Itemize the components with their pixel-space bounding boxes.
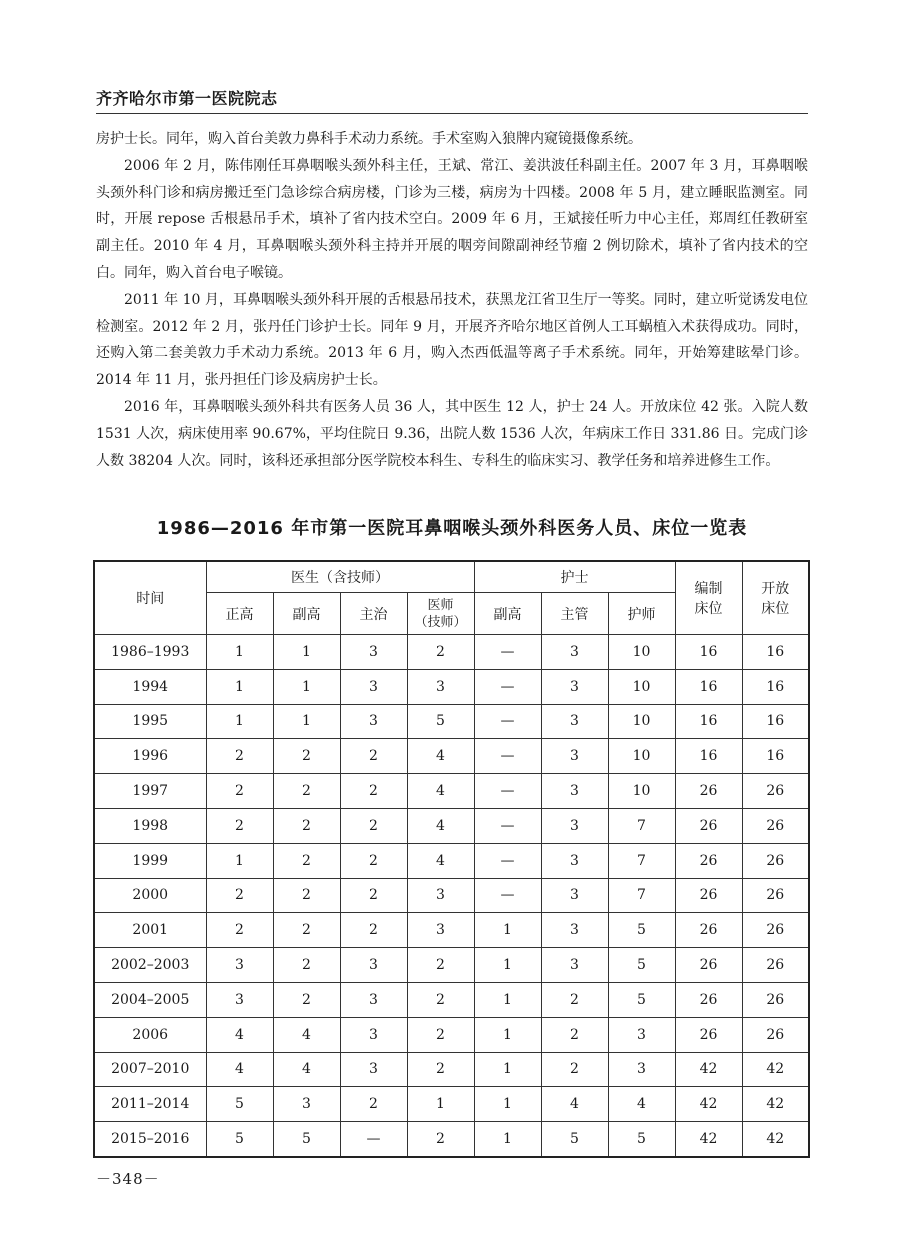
table-cell: 3: [273, 1087, 340, 1122]
table-row: [94, 913, 809, 948]
header-doctor-group: 医生（含技师）: [206, 561, 474, 593]
table-cell: —: [474, 843, 541, 878]
table-cell: 2: [407, 982, 474, 1017]
header-open-beds-line1: 开放: [761, 581, 790, 597]
header-yishi-line1: 医师: [427, 597, 454, 613]
header-zhuzhi: 主治: [340, 593, 407, 635]
table-cell: 5: [608, 1122, 675, 1157]
staff-bed-table: [93, 560, 810, 1158]
table-cell: 2: [206, 913, 273, 948]
table-cell: 10: [608, 739, 675, 774]
page-number: －348－: [96, 1170, 160, 1188]
table-cell: 3: [541, 913, 608, 948]
table-row: [94, 878, 809, 913]
table-cell: 1: [407, 1087, 474, 1122]
table-cell: 2: [206, 808, 273, 843]
table-cell: 1: [206, 704, 273, 739]
table-cell: 2: [541, 1052, 608, 1087]
table-cell: 4: [407, 774, 474, 809]
table-cell: 1: [273, 669, 340, 704]
table-cell: 4: [273, 1017, 340, 1052]
table-cell: 5: [206, 1087, 273, 1122]
table-row: [94, 982, 809, 1017]
table-row: [94, 635, 809, 670]
header-yishi: [407, 593, 474, 635]
table-cell: 26: [742, 1017, 809, 1052]
table-cell: 3: [206, 948, 273, 983]
table-cell-time: 2002–2003: [94, 948, 206, 983]
table-cell: 2: [273, 739, 340, 774]
table-cell: 42: [742, 1052, 809, 1087]
table-cell: 26: [742, 948, 809, 983]
table-cell: 2: [407, 1122, 474, 1157]
table-cell-time: 1995: [94, 704, 206, 739]
table-cell: 2: [340, 739, 407, 774]
table-cell: 1: [206, 669, 273, 704]
table-cell: 2: [340, 808, 407, 843]
table-cell: 26: [675, 878, 742, 913]
table-row: [94, 1017, 809, 1052]
table-cell: 1: [474, 1087, 541, 1122]
table-cell: 3: [340, 669, 407, 704]
table-cell-time: 2015–2016: [94, 1122, 206, 1157]
body-text: [96, 126, 808, 474]
table-cell: 3: [541, 774, 608, 809]
table-cell: 1: [273, 635, 340, 670]
table-row: [94, 669, 809, 704]
table-row: [94, 1052, 809, 1087]
table-cell: 26: [675, 913, 742, 948]
table-cell: 5: [541, 1122, 608, 1157]
table-cell: 5: [608, 913, 675, 948]
table-cell: 16: [675, 669, 742, 704]
table-cell: 3: [608, 1017, 675, 1052]
table-cell-time: 2004–2005: [94, 982, 206, 1017]
table-cell: 5: [608, 948, 675, 983]
header-nurse-group: 护士: [474, 561, 675, 593]
table-cell: 26: [742, 808, 809, 843]
table-cell: 1: [206, 635, 273, 670]
table-cell: 3: [206, 982, 273, 1017]
table-cell: 16: [742, 635, 809, 670]
table-cell: 7: [608, 878, 675, 913]
table-cell: 42: [675, 1052, 742, 1087]
table-cell: 3: [340, 1017, 407, 1052]
table-cell: 26: [675, 774, 742, 809]
table-cell: 2: [206, 774, 273, 809]
table-cell: 4: [206, 1052, 273, 1087]
header-planned-beds-line1: 编制: [694, 581, 723, 597]
table-cell-time: 1997: [94, 774, 206, 809]
header-time: 时间: [94, 561, 206, 635]
table-cell: 4: [541, 1087, 608, 1122]
table-cell: 2: [541, 1017, 608, 1052]
table-cell-time: 1996: [94, 739, 206, 774]
table-cell: —: [474, 739, 541, 774]
paragraph-2: 2006 年 2 月，陈伟刚任耳鼻咽喉头颈外科主任，王斌、常江、姜洪波任科副主任。2007 年 3 月，耳鼻咽喉头颈外科门诊和病房搬迁至门急诊综合病房楼，门诊为三楼，病房为十四楼。2008 年 5 月，建立睡眠监测室。同时，开展 repose 舌根悬吊手术，填补了省内技术空白。2009 年 6 月，王斌接任听力中心主任，郑周红任教研室副主任。2010 年 4 月，耳鼻咽喉头颈外科主持并开展的咽旁间隙副神经节瘤 2 例切除术，填补了省内技术的空白。同年，购入首台电子喉镜。: [96, 157, 808, 281]
table-cell: 2: [340, 843, 407, 878]
table-row: [94, 843, 809, 878]
table-cell: 3: [340, 704, 407, 739]
table-cell: 3: [407, 878, 474, 913]
table-cell: 2: [273, 948, 340, 983]
table-cell: 16: [675, 739, 742, 774]
header-yishi-line2: （技师）: [414, 614, 467, 630]
table-body: [94, 635, 809, 1157]
table-cell: 7: [608, 808, 675, 843]
table-cell: 10: [608, 704, 675, 739]
table-cell: 5: [273, 1122, 340, 1157]
table-cell: 5: [608, 982, 675, 1017]
table-cell: 26: [675, 1017, 742, 1052]
header-rule: [96, 113, 808, 114]
table-cell: 1: [273, 704, 340, 739]
table-cell: 10: [608, 774, 675, 809]
header-zhenggao: 正高: [206, 593, 273, 635]
header-nurse-hushi: 护师: [608, 593, 675, 635]
table-cell: 2: [340, 913, 407, 948]
header-nurse-fugao: 副高: [474, 593, 541, 635]
table-cell: 2: [206, 739, 273, 774]
table-cell: 1: [474, 948, 541, 983]
running-title: 齐齐哈尔市第一医院院志: [96, 89, 278, 108]
table-cell: —: [474, 635, 541, 670]
table-cell: 16: [742, 669, 809, 704]
table-cell: 26: [742, 878, 809, 913]
table-cell-time: 1998: [94, 808, 206, 843]
table-cell: 3: [541, 948, 608, 983]
table-row: [94, 704, 809, 739]
table-cell: 2: [273, 774, 340, 809]
paragraph-4: 2016 年，耳鼻咽喉头颈外科共有医务人员 36 人，其中医生 12 人，护士 24 人。开放床位 42 张。入院人数 1531 人次，病床使用率 90.67%，平均住院日 9.36，出院人数 1536 人次，年病床工作日 331.86 日。完成门诊人数 38204 人次。同时，该科还承担部分医学院校本科生、专科生的临床实习、教学任务和培养进修生工作。: [96, 398, 808, 469]
table-cell: 26: [675, 948, 742, 983]
table-cell: —: [474, 669, 541, 704]
table-cell: 10: [608, 669, 675, 704]
table-cell: —: [474, 878, 541, 913]
table-cell: 2: [273, 843, 340, 878]
table-row: [94, 1122, 809, 1157]
header-fugao: 副高: [273, 593, 340, 635]
table-cell: 2: [340, 878, 407, 913]
table-cell: 2: [273, 982, 340, 1017]
table-cell: 4: [206, 1017, 273, 1052]
table-cell: 42: [742, 1087, 809, 1122]
table-cell-time: 1994: [94, 669, 206, 704]
table-cell: 16: [675, 635, 742, 670]
table-cell: 16: [675, 704, 742, 739]
table-cell: 3: [340, 635, 407, 670]
table-cell: 1: [474, 1017, 541, 1052]
table-cell: 10: [608, 635, 675, 670]
table-cell: 3: [541, 739, 608, 774]
table-cell: 4: [407, 808, 474, 843]
table-cell: 3: [541, 808, 608, 843]
table-cell: 26: [742, 913, 809, 948]
table-cell: 2: [407, 635, 474, 670]
table-row: [94, 808, 809, 843]
table-cell: 5: [206, 1122, 273, 1157]
table-cell: 3: [541, 843, 608, 878]
table-cell: 26: [742, 774, 809, 809]
table-cell: —: [474, 774, 541, 809]
table-cell: 4: [407, 843, 474, 878]
table-cell: 1: [474, 982, 541, 1017]
table-cell: 2: [273, 913, 340, 948]
table-cell: 3: [340, 982, 407, 1017]
table-cell: 3: [407, 669, 474, 704]
table-cell: 5: [407, 704, 474, 739]
table-row: [94, 739, 809, 774]
table-cell: 1: [474, 1122, 541, 1157]
table-cell: 2: [407, 948, 474, 983]
table-cell-time: 2011–2014: [94, 1087, 206, 1122]
table-row: [94, 1087, 809, 1122]
table-cell: 42: [675, 1122, 742, 1157]
table-cell: 26: [675, 843, 742, 878]
table-cell: 42: [742, 1122, 809, 1157]
table-cell: 26: [742, 843, 809, 878]
table-cell: 3: [608, 1052, 675, 1087]
table-cell-time: 1999: [94, 843, 206, 878]
header-planned-beds: [675, 561, 742, 635]
table-row: [94, 948, 809, 983]
table-cell: 2: [340, 1087, 407, 1122]
table-cell: 4: [608, 1087, 675, 1122]
table-cell: —: [474, 704, 541, 739]
table-cell: 16: [742, 739, 809, 774]
table-cell: —: [474, 808, 541, 843]
table-cell: 4: [273, 1052, 340, 1087]
table-cell: 2: [273, 878, 340, 913]
table-cell: 2: [206, 878, 273, 913]
table-cell-time: 2007–2010: [94, 1052, 206, 1087]
table-cell: 26: [675, 808, 742, 843]
table-cell: 2: [541, 982, 608, 1017]
table-cell-time: 2000: [94, 878, 206, 913]
table-cell: 4: [407, 739, 474, 774]
paragraph-1: 房护士长。同年，购入首台美敦力鼻科手术动力系统。手术室购入狼牌内窥镜摄像系统。: [96, 131, 642, 147]
table-cell: 3: [541, 704, 608, 739]
table-cell: 2: [340, 774, 407, 809]
header-planned-beds-line2: 床位: [694, 601, 723, 617]
table-cell: 1: [474, 913, 541, 948]
table-cell: 1: [206, 843, 273, 878]
table-cell: 3: [541, 669, 608, 704]
table-cell: 3: [541, 878, 608, 913]
table-cell: 26: [675, 982, 742, 1017]
table-cell-time: 2006: [94, 1017, 206, 1052]
table-cell: 2: [407, 1052, 474, 1087]
table-cell: 3: [340, 1052, 407, 1087]
table-cell: 3: [407, 913, 474, 948]
table-cell: —: [340, 1122, 407, 1157]
table-cell: 3: [541, 635, 608, 670]
table-cell-time: 2001: [94, 913, 206, 948]
table-cell-time: 1986–1993: [94, 635, 206, 670]
table-cell: 2: [407, 1017, 474, 1052]
table-cell: 26: [742, 982, 809, 1017]
paragraph-3: 2011 年 10 月，耳鼻咽喉头颈外科开展的舌根悬吊技术，获黑龙江省卫生厅一等奖。同时，建立听觉诱发电位检测室。2012 年 2 月，张丹任门诊护士长。同年 9 月，开展齐齐哈尔地区首例人工耳蜗植入术获得成功。同时，还购入第二套美敦力手术动力系统。2013 年 6 月，购入杰西低温等离子手术系统。同年，开始筹建眩晕门诊。2014 年 11 月，张丹担任门诊及病房护士长。: [96, 291, 808, 389]
header-nurse-zhuguan: 主管: [541, 593, 608, 635]
header-open-beds: [742, 561, 809, 635]
table-cell: 3: [340, 948, 407, 983]
table-cell: 16: [742, 704, 809, 739]
table-cell: 2: [273, 808, 340, 843]
table-cell: 1: [474, 1052, 541, 1087]
table-row: [94, 774, 809, 809]
header-open-beds-line2: 床位: [761, 601, 790, 617]
table-cell: 7: [608, 843, 675, 878]
table-cell: 42: [675, 1087, 742, 1122]
table-title: 1986—2016 年市第一医院耳鼻咽喉头颈外科医务人员、床位一览表: [156, 518, 748, 539]
